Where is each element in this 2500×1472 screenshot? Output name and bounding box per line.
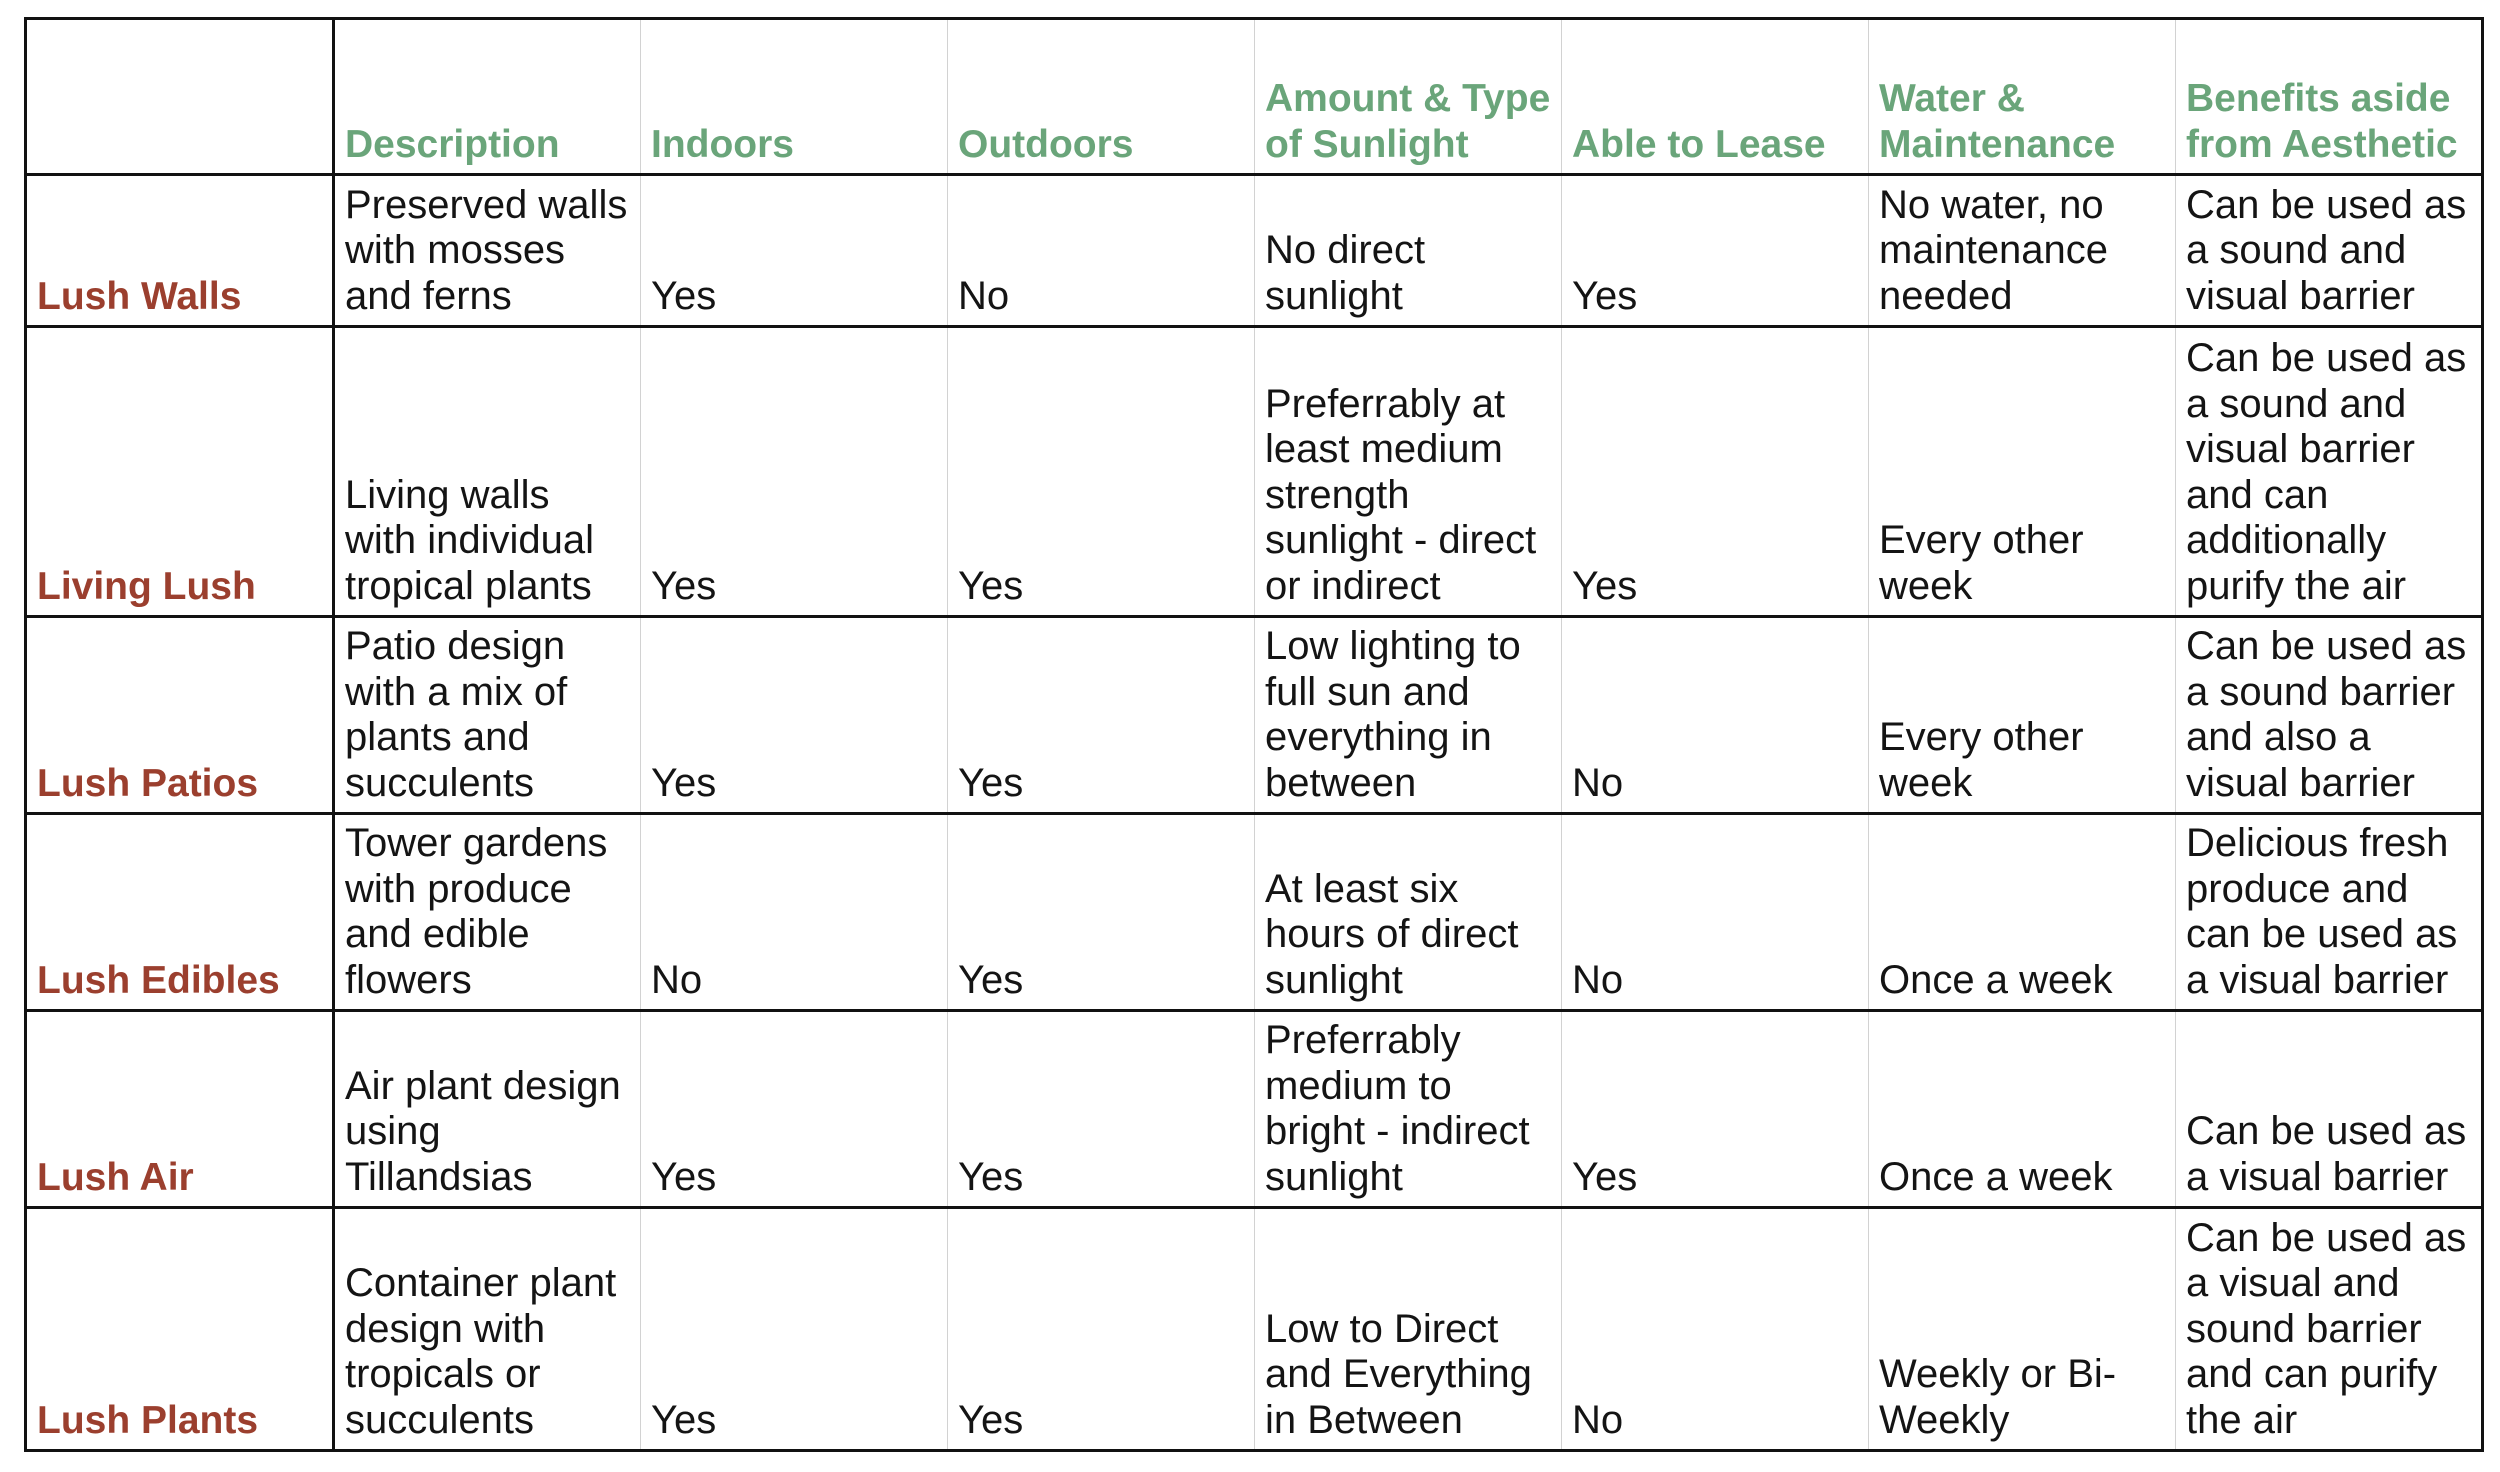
- cell-sunlight: At least six hours of direct sunlight: [1255, 814, 1562, 1011]
- header-benefits: Benefits aside from Aesthetic: [2176, 19, 2483, 175]
- cell-water-maintenance: Every other week: [1869, 327, 2176, 617]
- cell-benefits: Can be used as a sound and visual barrier and can additionally purify the air: [2176, 327, 2483, 617]
- header-sunlight: Amount & Type of Sunlight: [1255, 19, 1562, 175]
- cell-indoors: No: [641, 814, 948, 1011]
- cell-sunlight: Low to Direct and Everything in Between: [1255, 1208, 1562, 1451]
- cell-able-to-lease: No: [1562, 617, 1869, 814]
- row-name: Lush Plants: [26, 1208, 334, 1451]
- cell-outdoors: Yes: [948, 1011, 1255, 1208]
- table-row: [26, 617, 2483, 814]
- cell-water-maintenance: Every other week: [1869, 617, 2176, 814]
- cell-able-to-lease: Yes: [1562, 1011, 1869, 1208]
- header-row: [26, 19, 2483, 175]
- table-row: [26, 1011, 2483, 1208]
- row-name: Lush Patios: [26, 617, 334, 814]
- cell-able-to-lease: Yes: [1562, 327, 1869, 617]
- table-row: [26, 1208, 2483, 1451]
- plant-comparison-table: [24, 17, 2484, 1452]
- table-row: [26, 327, 2483, 617]
- table-row: [26, 175, 2483, 327]
- cell-description: Living walls with individual tropical plants: [334, 327, 641, 617]
- header-description: Description: [334, 19, 641, 175]
- cell-description: Patio design with a mix of plants and succulents: [334, 617, 641, 814]
- cell-benefits: Delicious fresh produce and can be used as a visual barrier: [2176, 814, 2483, 1011]
- header-able-to-lease: Able to Lease: [1562, 19, 1869, 175]
- cell-indoors: Yes: [641, 1011, 948, 1208]
- row-name: Lush Air: [26, 1011, 334, 1208]
- cell-sunlight: Low lighting to full sun and everything in between: [1255, 617, 1562, 814]
- row-name: Living Lush: [26, 327, 334, 617]
- cell-description: Air plant design using Tillandsias: [334, 1011, 641, 1208]
- cell-benefits: Can be used as a visual barrier: [2176, 1011, 2483, 1208]
- cell-water-maintenance: Once a week: [1869, 814, 2176, 1011]
- cell-sunlight: Preferrably at least medium strength sunlight - direct or indirect: [1255, 327, 1562, 617]
- cell-indoors: Yes: [641, 327, 948, 617]
- cell-outdoors: No: [948, 175, 1255, 327]
- cell-water-maintenance: Once a week: [1869, 1011, 2176, 1208]
- cell-water-maintenance: Weekly or Bi-Weekly: [1869, 1208, 2176, 1451]
- header-indoors: Indoors: [641, 19, 948, 175]
- cell-benefits: Can be used as a sound and visual barrier: [2176, 175, 2483, 327]
- cell-description: Preserved walls with mosses and ferns: [334, 175, 641, 327]
- cell-description: Tower gardens with produce and edible flowers: [334, 814, 641, 1011]
- header-water-maintenance: Water & Maintenance: [1869, 19, 2176, 175]
- cell-able-to-lease: Yes: [1562, 175, 1869, 327]
- row-name: Lush Walls: [26, 175, 334, 327]
- cell-indoors: Yes: [641, 1208, 948, 1451]
- cell-indoors: Yes: [641, 175, 948, 327]
- cell-able-to-lease: No: [1562, 814, 1869, 1011]
- cell-water-maintenance: No water, no maintenance needed: [1869, 175, 2176, 327]
- cell-benefits: Can be used as a visual and sound barrier and can purify the air: [2176, 1208, 2483, 1451]
- table-row: [26, 814, 2483, 1011]
- cell-description: Container plant design with tropicals or succulents: [334, 1208, 641, 1451]
- header-corner: [26, 19, 334, 175]
- cell-outdoors: Yes: [948, 814, 1255, 1011]
- cell-outdoors: Yes: [948, 617, 1255, 814]
- cell-sunlight: Preferrably medium to bright - indirect sunlight: [1255, 1011, 1562, 1208]
- cell-sunlight: No direct sunlight: [1255, 175, 1562, 327]
- cell-indoors: Yes: [641, 617, 948, 814]
- cell-outdoors: Yes: [948, 327, 1255, 617]
- row-name: Lush Edibles: [26, 814, 334, 1011]
- header-outdoors: Outdoors: [948, 19, 1255, 175]
- cell-outdoors: Yes: [948, 1208, 1255, 1451]
- cell-benefits: Can be used as a sound barrier and also a visual barrier: [2176, 617, 2483, 814]
- cell-able-to-lease: No: [1562, 1208, 1869, 1451]
